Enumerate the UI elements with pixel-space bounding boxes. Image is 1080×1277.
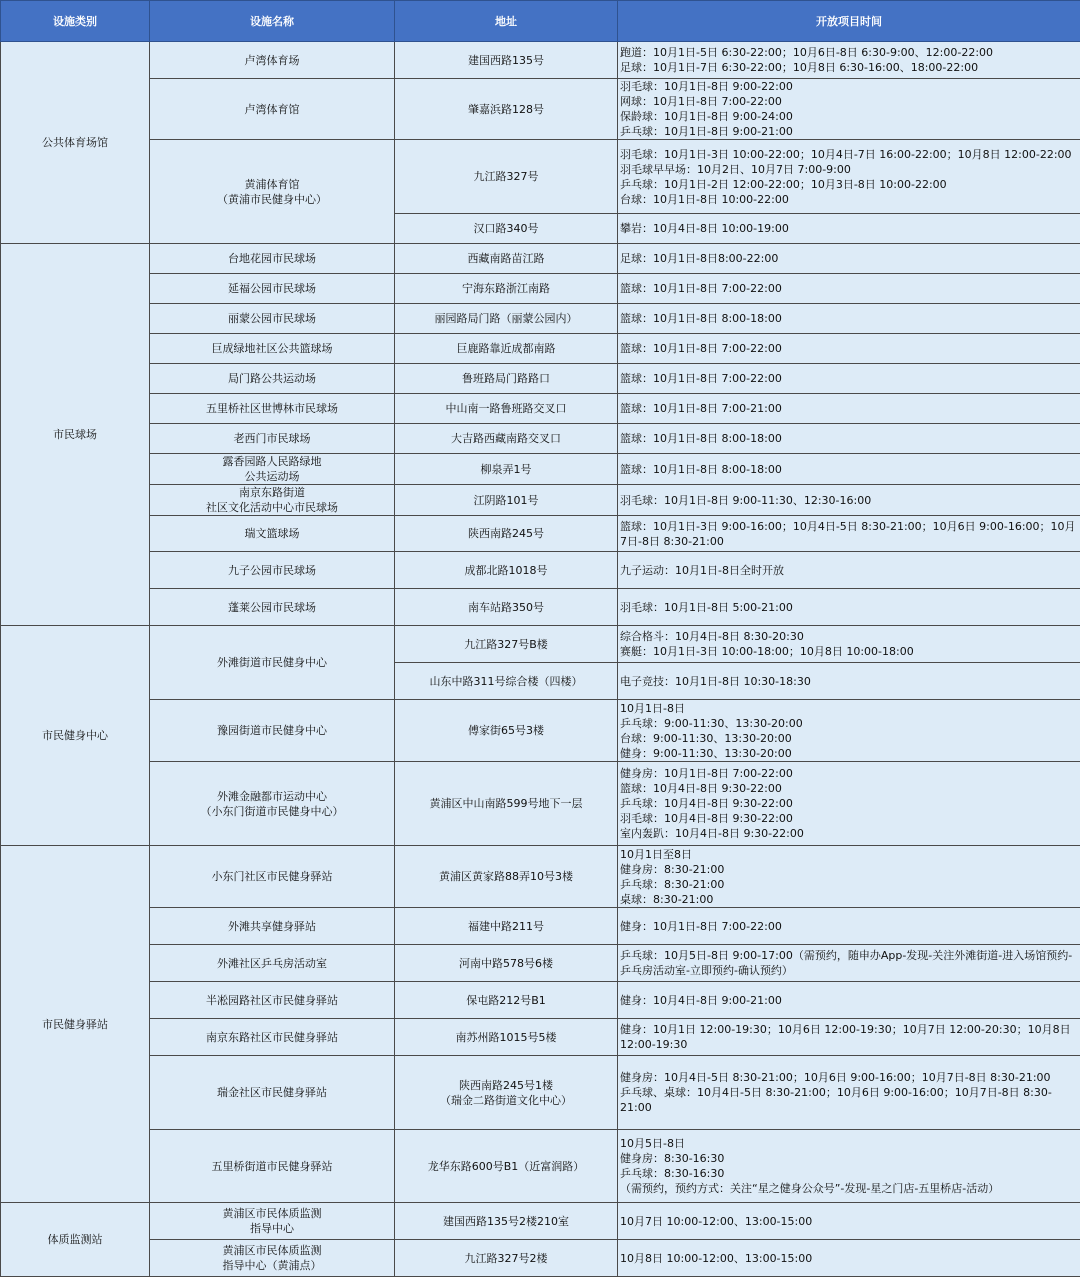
facility-address: 陕西南路245号 — [395, 516, 618, 552]
open-times: 健身房：10月1日-8日 7:00-22:00 篮球：10月4日-8日 9:30-22:00 乒乓球：10月4日-8日 9:30-22:00 羽毛球：10月4日-8日 9:30-22:00 室内轰趴：10月4日-8日 9:30-22:00 — [618, 762, 1080, 846]
header-category: 设施类别 — [1, 1, 150, 42]
facility-name: 局门路公共运动场 — [150, 364, 395, 394]
table-row — [1, 244, 1080, 274]
table-row — [1, 304, 1080, 334]
facility-address: 九江路327号B楼 — [395, 626, 618, 663]
table-row — [1, 334, 1080, 364]
table-row — [1, 1019, 1080, 1056]
facility-address: 九江路327号2楼 — [395, 1240, 618, 1277]
facility-name: 瑞金社区市民健身驿站 — [150, 1056, 395, 1130]
header-open-times: 开放项目时间 — [618, 1, 1080, 42]
facility-address: 肇嘉浜路128号 — [395, 79, 618, 140]
facility-name: 豫园街道市民健身中心 — [150, 700, 395, 762]
facility-address: 河南中路578号6楼 — [395, 945, 618, 982]
table-row — [1, 982, 1080, 1019]
facility-name: 露香园路人民路绿地 公共运动场 — [150, 454, 395, 485]
table-row — [1, 364, 1080, 394]
facility-address: 汉口路340号 — [395, 214, 618, 244]
open-times: 攀岩：10月4日-8日 10:00-19:00 — [618, 214, 1080, 244]
facility-address: 成都北路1018号 — [395, 552, 618, 589]
facility-name: 卢湾体育场 — [150, 42, 395, 79]
open-times: 综合格斗：10月4日-8日 8:30-20:30 赛艇：10月1日-3日 10:00-18:00；10月8日 10:00-18:00 — [618, 626, 1080, 663]
facility-address: 宁海东路浙江南路 — [395, 274, 618, 304]
open-times: 羽毛球：10月1日-8日 5:00-21:00 — [618, 589, 1080, 626]
facility-address: 建国西路135号2楼210室 — [395, 1203, 618, 1240]
table-row — [1, 79, 1080, 140]
table-row — [1, 1056, 1080, 1130]
open-times: 九子运动：10月1日-8日全时开放 — [618, 552, 1080, 589]
open-times: 篮球：10月1日-8日 7:00-22:00 — [618, 334, 1080, 364]
facility-address: 黄浦区中山南路599号地下一层 — [395, 762, 618, 846]
facility-name: 延福公园市民球场 — [150, 274, 395, 304]
facility-address: 保屯路212号B1 — [395, 982, 618, 1019]
facility-address: 南苏州路1015号5楼 — [395, 1019, 618, 1056]
facility-address: 中山南一路鲁班路交叉口 — [395, 394, 618, 424]
table-row — [1, 552, 1080, 589]
table-row — [1, 140, 1080, 214]
facility-name: 黄浦体育馆 （黄浦市民健身中心） — [150, 140, 395, 244]
facility-name: 五里桥街道市民健身驿站 — [150, 1130, 395, 1203]
open-times: 篮球：10月1日-8日 7:00-22:00 — [618, 274, 1080, 304]
table-row — [1, 454, 1080, 485]
facility-address: 陕西南路245号1楼 （瑞金二路街道文化中心） — [395, 1056, 618, 1130]
open-times: 跑道：10月1日-5日 6:30-22:00；10月6日-8日 6:30-9:00、12:00-22:00 足球：10月1日-7日 6:30-22:00；10月8日 6:30-16:00、18:00-22:00 — [618, 42, 1080, 79]
facility-address: 柳泉弄1号 — [395, 454, 618, 485]
facility-name: 外滩社区乒乓房活动室 — [150, 945, 395, 982]
facility-address: 建国西路135号 — [395, 42, 618, 79]
table-row — [1, 762, 1080, 846]
facility-address: 巨鹿路靠近成都南路 — [395, 334, 618, 364]
open-times: 健身：10月1日 12:00-19:30；10月6日 12:00-19:30；10月7日 12:00-20:30；10月8日 12:00-19:30 — [618, 1019, 1080, 1056]
facility-address: 福建中路211号 — [395, 908, 618, 945]
category-cell: 市民健身中心 — [1, 626, 150, 846]
facility-name: 南京东路街道 社区文化活动中心市民球场 — [150, 485, 395, 516]
facility-name: 半凇园路社区市民健身驿站 — [150, 982, 395, 1019]
table-row — [1, 1130, 1080, 1203]
header-row — [1, 1, 1080, 42]
table-row — [1, 945, 1080, 982]
facility-name: 外滩金融都市运动中心 （小东门街道市民健身中心） — [150, 762, 395, 846]
facility-name: 黄浦区市民体质监测 指导中心 — [150, 1203, 395, 1240]
facility-address: 龙华东路600号B1（近富润路） — [395, 1130, 618, 1203]
facility-name: 黄浦区市民体质监测 指导中心（黄浦点） — [150, 1240, 395, 1277]
facility-address: 江阴路101号 — [395, 485, 618, 516]
facility-name: 外滩共享健身驿站 — [150, 908, 395, 945]
open-times: 篮球：10月1日-8日 8:00-18:00 — [618, 454, 1080, 485]
facility-name: 九子公园市民球场 — [150, 552, 395, 589]
facility-name: 台地花园市民球场 — [150, 244, 395, 274]
open-times: 健身：10月4日-8日 9:00-21:00 — [618, 982, 1080, 1019]
open-times: 羽毛球：10月1日-8日 9:00-22:00 网球：10月1日-8日 7:00-22:00 保龄球：10月1日-8日 9:00-24:00 乒乓球：10月1日-8日 9:00-21:00 — [618, 79, 1080, 140]
open-times: 10月1日-8日 乒乓球：9:00-11:30、13:30-20:00 台球：9:00-11:30、13:30-20:00 健身：9:00-11:30、13:30-20:00 — [618, 700, 1080, 762]
open-times: 乒乓球：10月5日-8日 9:00-17:00（需预约，随申办App-发现-关注外滩街道-进入场馆预约-乒乓房活动室-立即预约-确认预约） — [618, 945, 1080, 982]
table-row — [1, 394, 1080, 424]
table-row — [1, 626, 1080, 663]
category-cell: 公共体育场馆 — [1, 42, 150, 244]
open-times: 10月8日 10:00-12:00、13:00-15:00 — [618, 1240, 1080, 1277]
facility-name: 卢湾体育馆 — [150, 79, 395, 140]
open-times: 篮球：10月1日-8日 7:00-21:00 — [618, 394, 1080, 424]
table-row — [1, 1240, 1080, 1277]
table-row — [1, 846, 1080, 908]
facility-address: 傅家街65号3楼 — [395, 700, 618, 762]
facility-name: 丽蒙公园市民球场 — [150, 304, 395, 334]
open-times: 足球：10月1日-8日8:00-22:00 — [618, 244, 1080, 274]
facility-address: 西藏南路苗江路 — [395, 244, 618, 274]
open-times: 羽毛球：10月1日-3日 10:00-22:00；10月4日-7日 16:00-22:00；10月8日 12:00-22:00 羽毛球早早场：10月2日、10月7日 7:00-9:00 乒乓球：10月1日-2日 12:00-22:00；10月3日-8日 10:00-22:00 台球：10月1日-8日 10:00-22:00 — [618, 140, 1080, 214]
open-times: 健身：10月1日-8日 7:00-22:00 — [618, 908, 1080, 945]
table-row — [1, 1203, 1080, 1240]
header-address: 地址 — [395, 1, 618, 42]
table-row — [1, 42, 1080, 79]
table-row — [1, 516, 1080, 552]
facility-name: 五里桥社区世博林市民球场 — [150, 394, 395, 424]
facility-address: 丽园路局门路（丽蒙公园内） — [395, 304, 618, 334]
category-cell: 市民球场 — [1, 244, 150, 626]
open-times: 篮球：10月1日-8日 8:00-18:00 — [618, 304, 1080, 334]
facility-address: 南车站路350号 — [395, 589, 618, 626]
open-times: 10月7日 10:00-12:00、13:00-15:00 — [618, 1203, 1080, 1240]
category-cell: 体质监测站 — [1, 1203, 150, 1277]
facility-name: 南京东路社区市民健身驿站 — [150, 1019, 395, 1056]
facility-address: 山东中路311号综合楼（四楼） — [395, 663, 618, 700]
facility-address: 鲁班路局门路路口 — [395, 364, 618, 394]
table-row — [1, 589, 1080, 626]
open-times: 羽毛球：10月1日-8日 9:00-11:30、12:30-16:00 — [618, 485, 1080, 516]
open-times: 篮球：10月1日-3日 9:00-16:00；10月4日-5日 8:30-21:00；10月6日 9:00-16:00；10月7日-8日 8:30-21:00 — [618, 516, 1080, 552]
open-times: 篮球：10月1日-8日 7:00-22:00 — [618, 364, 1080, 394]
open-times: 10月5日-8日 健身房：8:30-16:30 乒乓球：8:30-16:30 （需预约，预约方式：关注“星之健身公众号”-发现-星之门店-五里桥店-活动） — [618, 1130, 1080, 1203]
facility-name: 巨成绿地社区公共篮球场 — [150, 334, 395, 364]
table-row — [1, 700, 1080, 762]
open-times: 健身房：10月4日-5日 8:30-21:00；10月6日 9:00-16:00；10月7日-8日 8:30-21:00 乒乓球、桌球：10月4日-5日 8:30-21:00；10月6日 9:00-16:00；10月7日-8日 8:30-21:00 — [618, 1056, 1080, 1130]
facility-name: 老西门市民球场 — [150, 424, 395, 454]
facility-name: 小东门社区市民健身驿站 — [150, 846, 395, 908]
facility-address: 大吉路西藏南路交叉口 — [395, 424, 618, 454]
facility-name: 瑞文篮球场 — [150, 516, 395, 552]
table-row — [1, 485, 1080, 516]
open-times: 篮球：10月1日-8日 8:00-18:00 — [618, 424, 1080, 454]
table-row — [1, 424, 1080, 454]
facility-name: 外滩街道市民健身中心 — [150, 626, 395, 700]
facility-name: 蓬莱公园市民球场 — [150, 589, 395, 626]
header-facility-name: 设施名称 — [150, 1, 395, 42]
facility-address: 黄浦区黄家路88弄10号3楼 — [395, 846, 618, 908]
facility-address: 九江路327号 — [395, 140, 618, 214]
table-row — [1, 274, 1080, 304]
category-cell: 市民健身驿站 — [1, 846, 150, 1203]
table-row — [1, 908, 1080, 945]
open-times: 10月1日至8日 健身房：8:30-21:00 乒乓球：8:30-21:00 桌球：8:30-21:00 — [618, 846, 1080, 908]
open-times: 电子竞技：10月1日-8日 10:30-18:30 — [618, 663, 1080, 700]
